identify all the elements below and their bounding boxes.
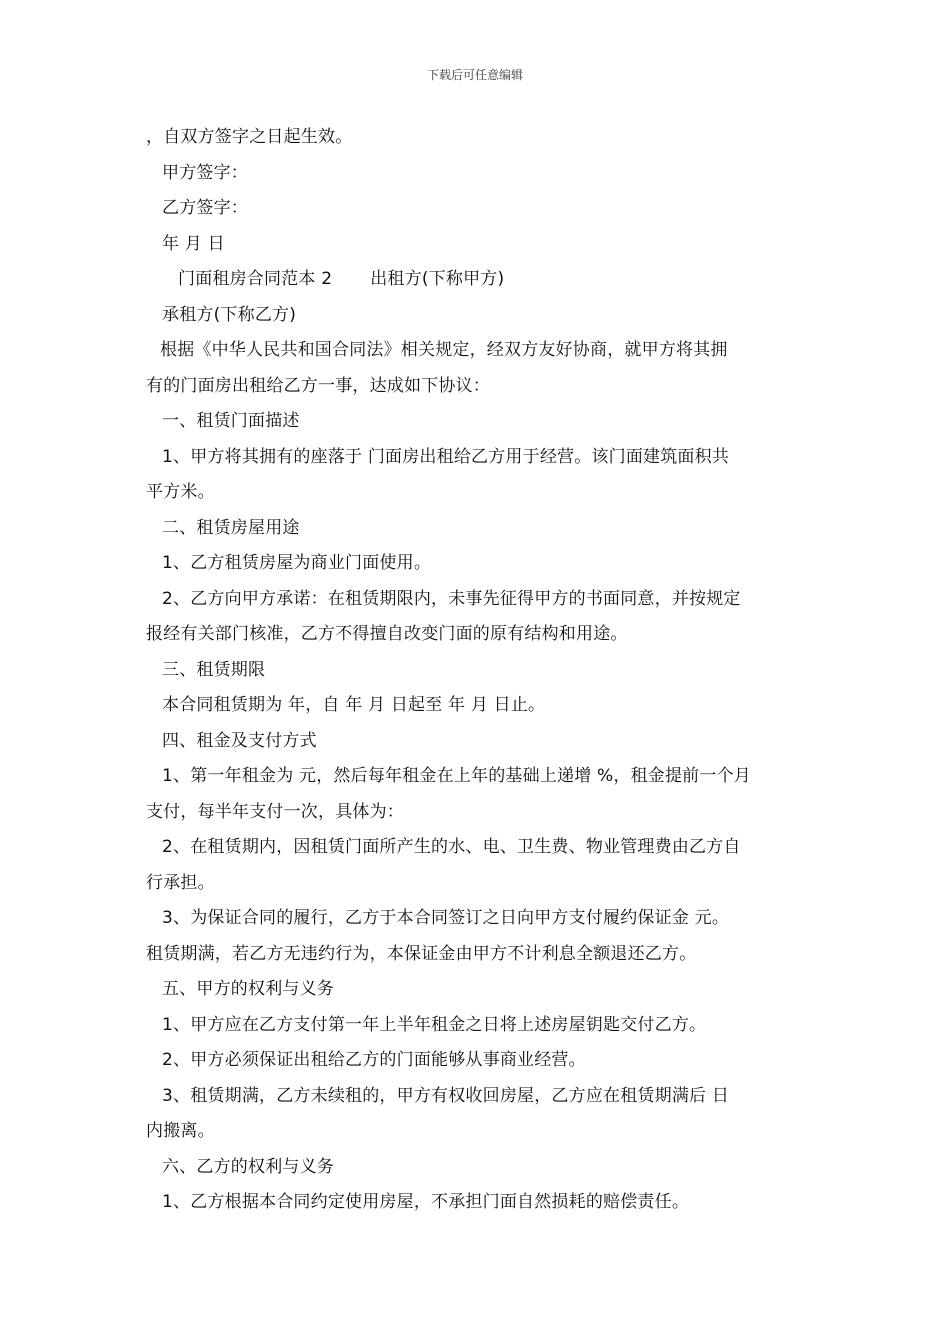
text-line [146,937,810,973]
document-body [146,120,810,1221]
line-text: 五、甲方的权利与义务 [162,979,334,999]
text-line [146,1150,810,1186]
text-line [146,653,810,689]
text-line [146,866,810,902]
text-line [146,795,810,831]
text-line [146,120,810,156]
line-text: 根据《中华人民共和国合同法》相关规定，经双方友好协商，就甲方将其拥 [160,340,728,360]
text-line [146,191,810,227]
line-text: 1、第一年租金为 元，然后每年租金在上年的基础上递增 %，租金提前一个月 [162,766,751,786]
text-line [146,440,810,476]
text-line [146,511,810,547]
text-line [146,1114,810,1150]
line-text: 2、在租赁期内，因租赁门面所产生的水、电、卫生费、物业管理费由乙方自 [162,837,741,857]
line-text: 行承担。 [146,872,215,893]
line-text: 二、租赁房屋用途 [162,517,300,538]
text-line [146,333,810,369]
text-line [146,227,810,263]
line-text: 支付，每半年支付一次，具体为： [146,801,404,822]
line-text: 1、甲方应在乙方支付第一年上半年租金之日将上述房屋钥匙交付乙方。 [162,1014,707,1035]
text-line [146,830,810,866]
line-text: 年 月 日 [162,233,225,254]
line-text: 租赁期满，若乙方无违约行为，本保证金由甲方不计利息全额退还乙方。 [146,943,697,964]
line-text: 六、乙方的权利与义务 [162,1156,334,1177]
line-text: 3、为保证合同的履行，乙方于本合同签订之日向甲方支付履约保证金 元。 [162,908,730,928]
text-line [146,1185,810,1221]
text-line [146,369,810,405]
line-text: 有的门面房出租给乙方一事，达成如下协议： [146,375,490,396]
line-text: 2、乙方向甲方承诺：在租赁期限内，未事先征得甲方的书面同意，并按规定 [162,588,741,609]
line-text: 承租方(下称乙方) [162,304,297,325]
text-line [146,582,810,618]
text-line [146,404,810,440]
text-line [146,688,810,724]
line-text: 乙方签字： [162,198,248,218]
page-header: 下载后可任意编辑 [426,68,523,82]
line-text: 一、租赁门面描述 [162,411,300,431]
line-text: 1、甲方将其拥有的座落于 门面房出租给乙方用于经营。该门面建筑面积共 [162,446,730,467]
text-line [146,617,810,653]
text-line [146,1043,810,1079]
line-text: 平方米。 [146,482,215,502]
text-line [146,156,810,192]
line-text: 1、乙方租赁房屋为商业门面使用。 [162,553,432,573]
line-text: 1、乙方根据本合同约定使用房屋，不承担门面自然损耗的赔偿责任。 [162,1192,690,1212]
text-line [146,262,810,298]
line-text: ，自双方签字之日起生效。 [146,127,353,147]
line-text: 报经有关部门核准，乙方不得擅自改变门面的原有结构和用途。 [146,624,628,644]
line-text: 内搬离。 [146,1121,215,1141]
line-text: 三、租赁期限 [162,659,266,680]
text-line [146,1008,810,1044]
line-text: 四、租金及支付方式 [162,730,317,751]
line-text: 本合同租赁期为 年，自 年 月 日起至 年 月 日止。 [162,695,546,715]
text-line [146,546,810,582]
text-line [146,901,810,937]
line-text: 3、租赁期满，乙方未续租的，甲方有权收回房屋，乙方应在租赁期满后 日 [162,1085,730,1106]
text-line [146,298,810,334]
text-line [146,724,810,760]
text-line [146,475,810,511]
line-extra-text: 出租方(下称甲方) [370,269,505,289]
line-text: 门面租房合同范本 2 [178,269,333,289]
text-line [146,1079,810,1115]
text-line [146,759,810,795]
line-text: 2、甲方必须保证出租给乙方的门面能够从事商业经营。 [162,1050,586,1070]
text-line [146,972,810,1008]
line-text: 甲方签字： [162,162,248,183]
